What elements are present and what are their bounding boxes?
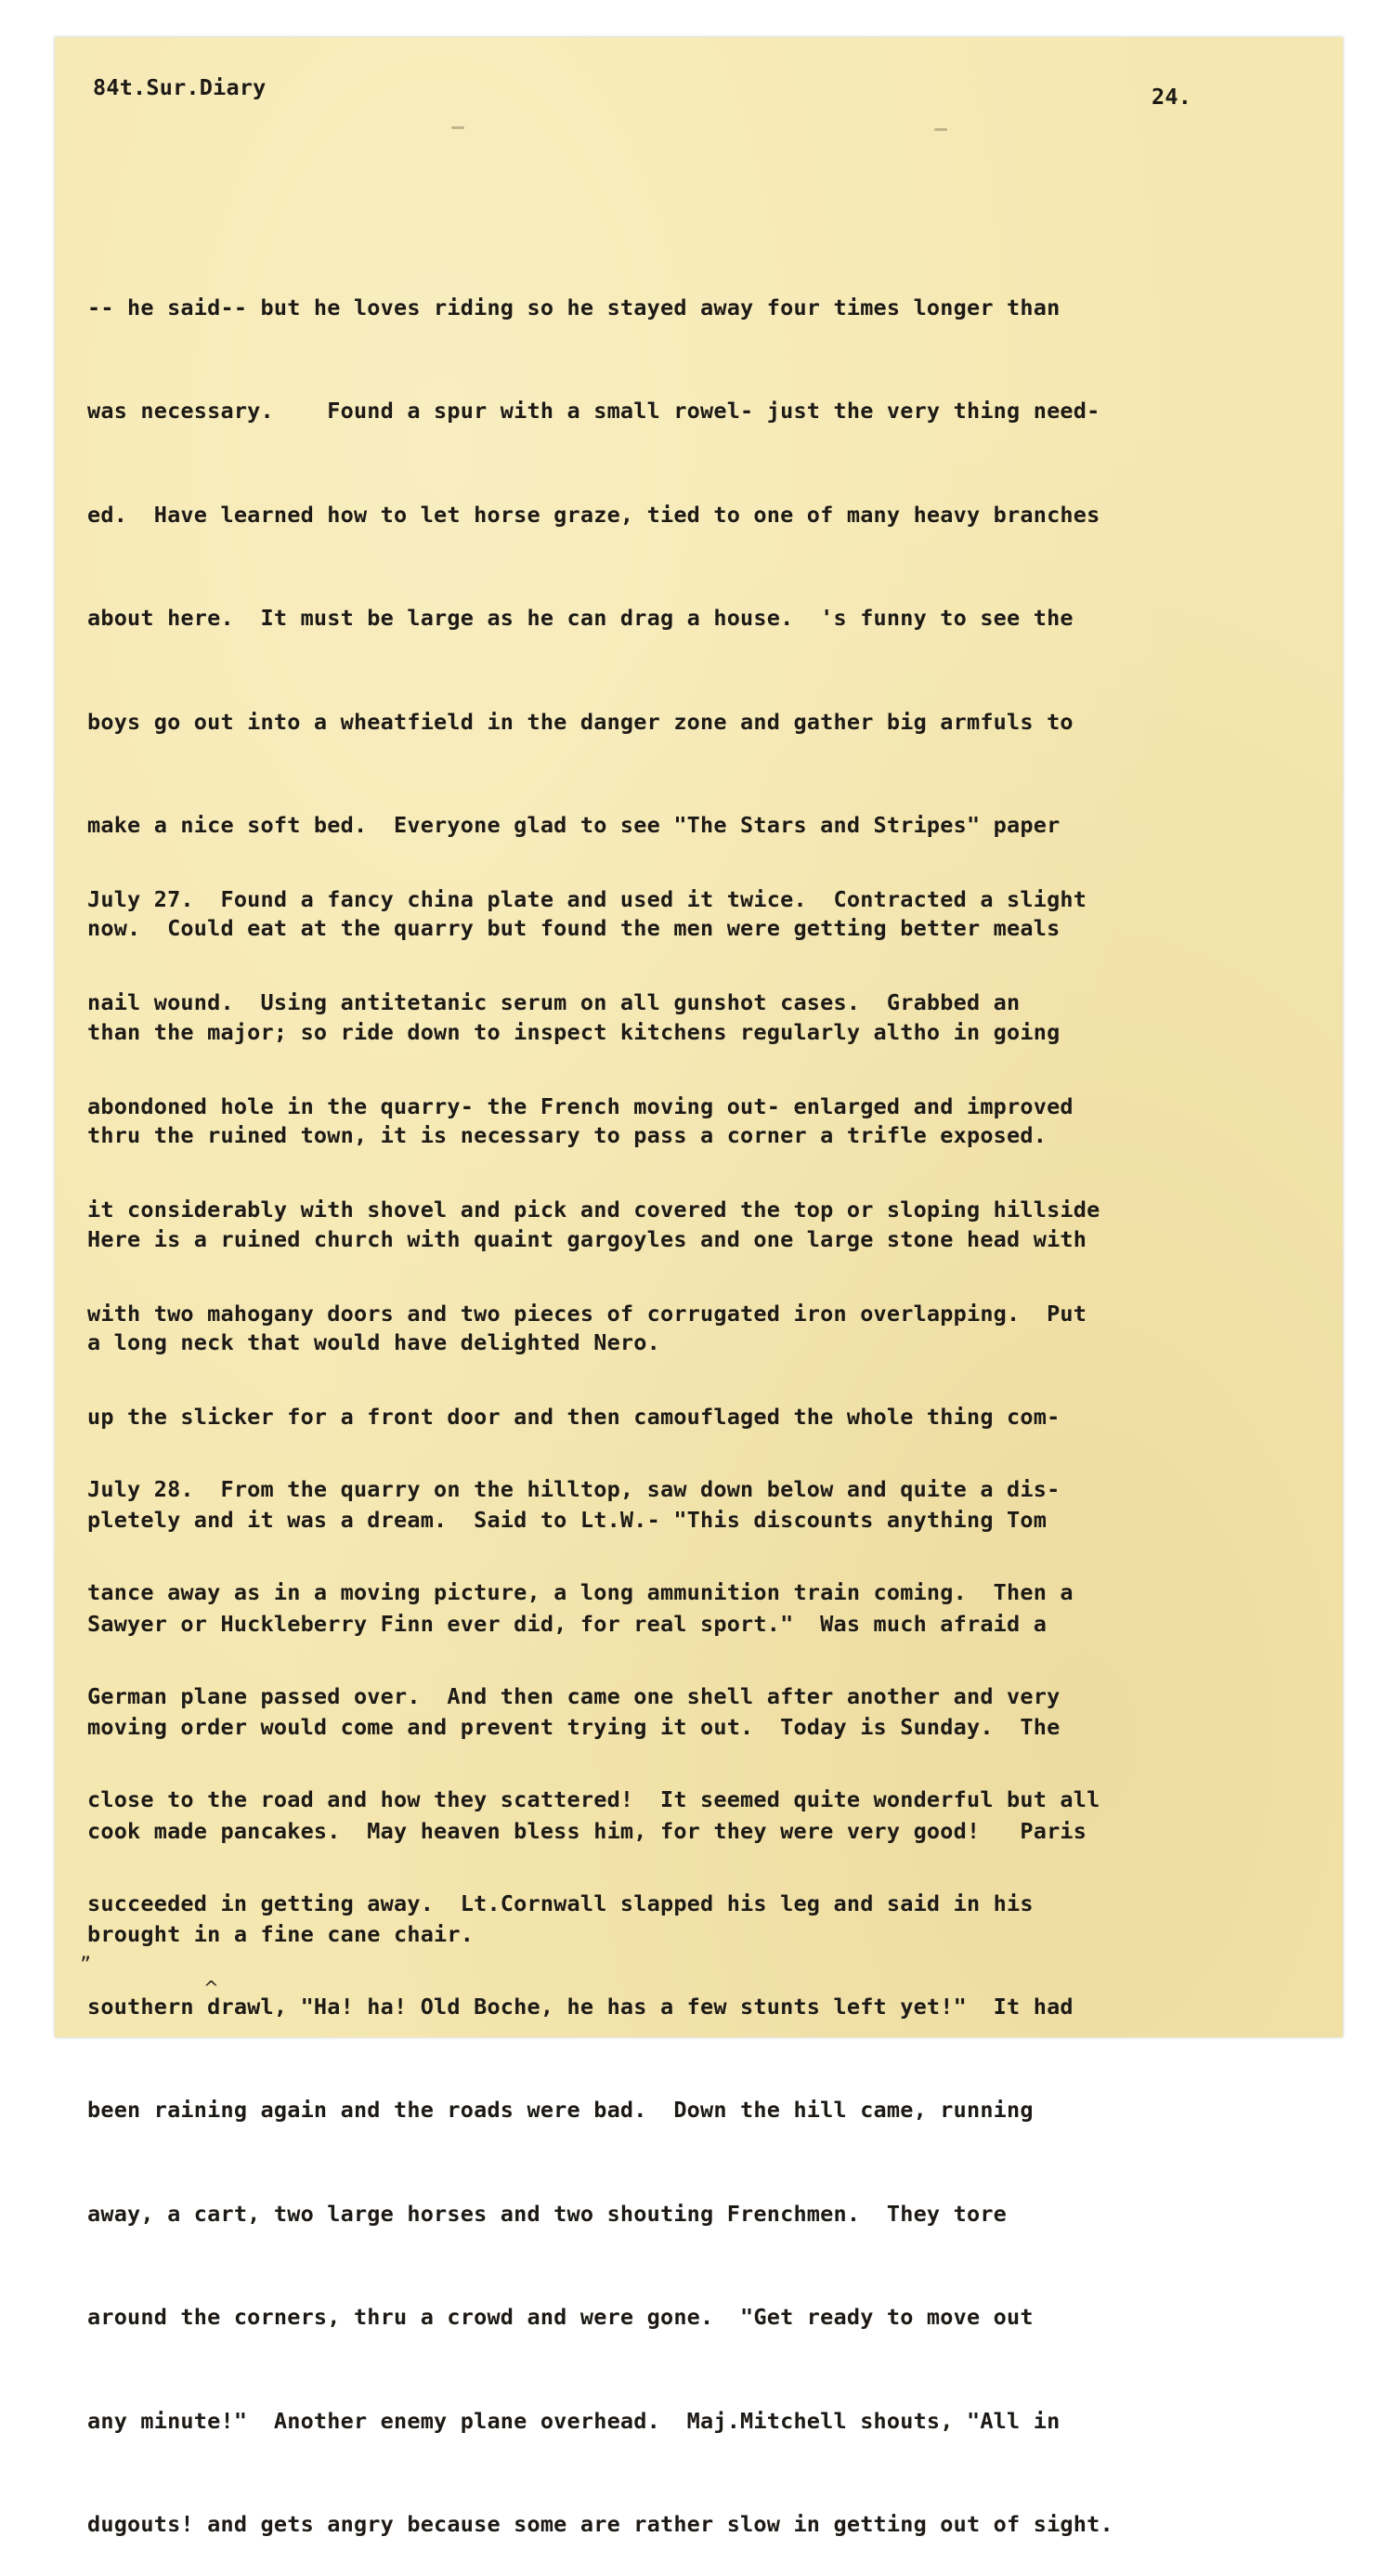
text-line: Sawyer or Huckleberry Finn ever did, for real sport." Was much afraid a [87, 1610, 1048, 1637]
text-line: brought in a fine cane chair. [87, 1920, 475, 1947]
text-line: cook made pancakes. May heaven bless him, for they were very good! Paris [87, 1817, 1087, 1844]
text-line: southern drawl, "Ha! ha! Old Boche, he has a few stunts left yet!" It had [87, 1993, 1074, 2020]
text-line: ed. Have learned how to let horse graze, tied to one of many heavy branches [87, 501, 1100, 528]
paper-speck [451, 126, 464, 129]
text-line: thru the ruined town, it is necessary to pass a corner a trifle exposed. [87, 1122, 1048, 1149]
text-line: away, a cart, two large horses and two shouting Frenchmen. They tore [87, 2200, 1008, 2227]
text-line: than the major; so ride down to inspect kitchens regularly altho in going [87, 1018, 1061, 1045]
text-line: abondoned hole in the quarry- the French moving out- enlarged and improved [87, 1092, 1074, 1119]
text-line: close to the road and how they scattered! It seemed quite wonderful but all [87, 1786, 1100, 1813]
left-margin-quote-mark: ” [80, 1953, 92, 1975]
text-line: nail wound. Using antitetanic serum on all gunshot cases. Grabbed an [87, 989, 1021, 1016]
text-line: Here is a ruined church with quaint gargoyles and one large stone head with [87, 1225, 1087, 1252]
text-line: was necessary. Found a spur with a small rowel- just the very thing need- [87, 398, 1100, 425]
text-line: around the corners, thru a crowd and were gone. "Get ready to move out [87, 2304, 1034, 2331]
text-line: July 28. From the quarry on the hilltop, saw down below and quite a dis- [87, 1476, 1061, 1502]
diary-header: 84t.Sur.Diary [93, 74, 267, 100]
text-line: up the slicker for a front door and then camouflaged the whole thing com- [87, 1403, 1061, 1430]
text-line: pletely and it was a dream. Said to Lt.W.- "This discounts anything Tom [87, 1507, 1048, 1534]
text-line: any minute!" Another enemy plane overhead. Maj.Mitchell shouts, "All in [87, 2407, 1061, 2434]
text-line: tance away as in a moving picture, a long ammunition train coming. Then a [87, 1579, 1074, 1606]
text-line: with two mahogany doors and two pieces of corrugated iron overlapping. Put [87, 1300, 1087, 1327]
text-line: it considerably with shovel and pick and covered the top or sloping hillside [87, 1196, 1100, 1223]
page-number: 24. [1152, 84, 1192, 110]
text-line: a long neck that would have delighted Nero. [87, 1328, 660, 1355]
text-line: been raining again and the roads were bad. Down the hill came, running [87, 2097, 1034, 2124]
text-line: moving order would come and prevent trying it out. Today is Sunday. The [87, 1714, 1061, 1741]
text-line: boys go out into a wheatfield in the danger zone and gather big armfuls to [87, 708, 1074, 735]
text-line: make a nice soft bed. Everyone glad to see "The Stars and Stripes" paper [87, 811, 1061, 838]
text-line: dugouts! and gets angry because some are rather slow in getting out of sight. [87, 2510, 1113, 2537]
text-line: about here. It must be large as he can drag a house. 's funny to see the [87, 605, 1074, 632]
paragraph-july-28 [87, 1412, 1113, 2576]
text-line: now. Could eat at the quarry but found the men were getting better meals [87, 915, 1061, 942]
text-line: German plane passed over. And then came one shell after another and very [87, 1682, 1061, 1709]
text-line: succeeded in getting away. Lt.Cornwall slapped his leg and said in his [87, 1890, 1034, 1916]
insertion-caret-mark: ^ [203, 1977, 219, 1999]
text-line: -- he said-- but he loves riding so he stayed away four times longer than [87, 294, 1061, 320]
paper-speck [934, 128, 947, 131]
text-line: July 27. Found a fancy china plate and used it twice. Contracted a slight [87, 886, 1087, 912]
